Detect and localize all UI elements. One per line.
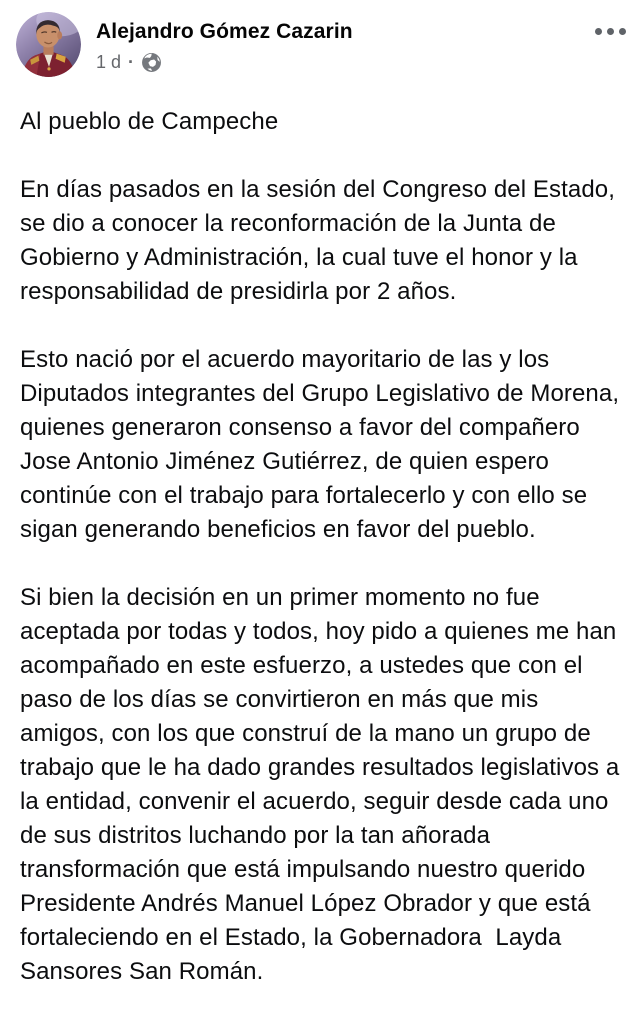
timestamp[interactable]: 1 d (96, 52, 122, 72)
globe-icon (141, 52, 162, 73)
ellipsis-dot (619, 28, 626, 35)
author-name[interactable]: Alejandro Gómez Cazarin (96, 20, 353, 43)
post-header (0, 0, 644, 77)
avatar-image (16, 12, 81, 77)
post-paragraph: Esto nació por el acuerdo mayoritario de las y los Diputados integrantes del Grupo Legislativo de Morena, quienes generaron consenso a favor del compañero Jose Antonio Jiménez Gutiérrez, de quien espero continúe con el trabajo para fortalecerlo y con ello se sigan generando beneficios en favor del pueblo. (20, 346, 626, 543)
ellipsis-dot (595, 28, 602, 35)
post-paragraph: Al pueblo de Campeche (20, 108, 279, 135)
post-paragraph: Si bien la decisión en un primer momento no fue aceptada por todas y todos, hoy pido a quienes me han acompañado en este esfuerzo, a ustedes que con el paso de los días se convirtieron en más que mis amigos, con los que construí de la mano un grupo de trabajo que le ha dado grandes resultados legislativos a la entidad, convenir el acuerdo, seguir desde cada uno de sus distritos luchando por la tan añorada transformación que está impulsando nuestro querido Presidente Andrés Manuel López Obrador y que está fortaleciendo en el Estado, la Gobernadora Layda Sansores San Román. (20, 584, 627, 985)
meta-separator: · (128, 52, 135, 72)
post-meta (96, 51, 353, 73)
ellipsis-dot (607, 28, 614, 35)
header-meta (96, 12, 353, 73)
avatar[interactable] (16, 12, 81, 77)
post-menu-button[interactable] (593, 22, 628, 41)
post-paragraph: En días pasados en la sesión del Congreso del Estado, se dio a conocer la reconformación de la Junta de Gobierno y Administración, la cual tuve el honor y la responsabilidad de presidirla por 2 años. (20, 176, 622, 305)
post-body (0, 105, 644, 989)
